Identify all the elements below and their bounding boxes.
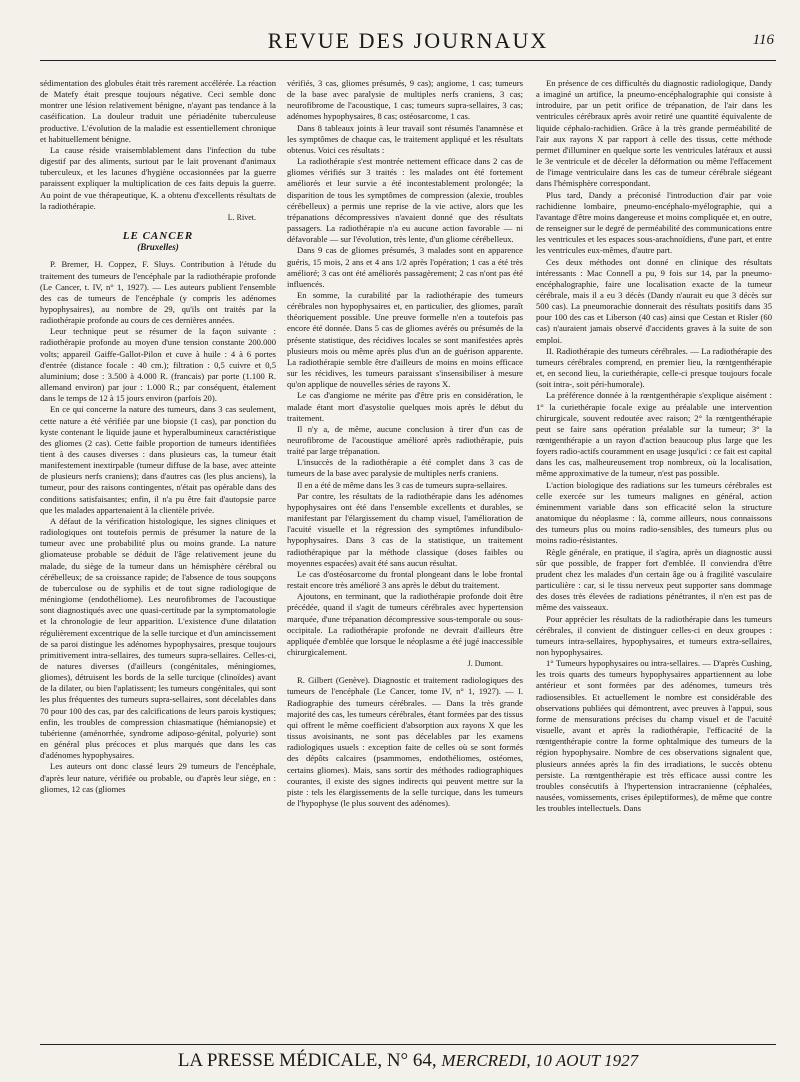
paragraph: II. Radiothérapie des tumeurs cérébrales. — La radiothérapie des tumeurs cérébrales comprend, en premier lieu, la rœntgenthérapie et, en second lieu, la curiethérapie, celle-ci presque toujours focale (soit intra-, soit péri-humorale). bbox=[536, 345, 772, 390]
section-title: LE CANCER bbox=[122, 230, 194, 243]
paragraph: R. Gilbert (Genève). Diagnostic et traitement radiologiques des tumeurs de l'encéphale (Le Cancer, tome IV, n° 1, 1927). — I. Radiographie des tumeurs cérébrales. — Dans la très grande majorité des cas, les tumeurs cérébrales, étant formées par des tissus qui offrent le même coefficient d'absorption aux rayons X que les tissus avoisinants, ne sont pas décelables par les examens radiologiques usuels : exception faite de celles où se sont formés des dépôts calcaires (psammomes, endothéliomes, ostéomes, certains gliomes). Mais, sans sortir des méthodes radiographiques courantes, il existe des signes indirects qui peuvent mettre sur la piste : tels les élargissements de la selle turcique, dans les tumeurs de l'hypophyse (le plus souvent des adénomes). bbox=[287, 675, 523, 808]
paragraph: Plus tard, Dandy a préconisé l'introduction d'air par voie rachidienne lombaire, pneumo-encéphalo-myélographie, qui a l'avantage d'être moins dangereuse et moins compliquée et, en outre, de renseigner sur le degré de perméabilité des communications entre les ventricules et les espaces sous-arachnoïdiens, d'une part, et entre les ventricules eux-mêmes, d'autre part. bbox=[536, 189, 772, 256]
header-rule bbox=[40, 60, 776, 61]
author-signature: L. Rivet. bbox=[227, 212, 256, 222]
paragraph: L'insuccès de la radiothérapie a été complet dans 3 cas de tumeurs de la base avec paralysie de multiples nerfs craniens. bbox=[287, 457, 523, 479]
paragraph: Les auteurs ont donc classé leurs 29 tumeurs de l'encéphale, d'après leur nature, vérifiée ou probable, ou d'après leur siège, en : gliomes, 12 cas (gliomes bbox=[40, 761, 276, 794]
column-right bbox=[536, 78, 772, 1048]
paragraph: Le cas d'angiome ne mérite pas d'être pris en considération, le malade étant mort d'asystolie quelques mois après le début du traitement. bbox=[287, 390, 523, 423]
paragraph: Dans 8 tableaux joints à leur travail sont résumés l'anamnèse et les symptômes de chaque cas, le traitement appliqué et les résultats obtenus. Voici ces résultats : bbox=[287, 122, 523, 155]
paragraph: A défaut de la vérification histologique, les signes cliniques et radiologiques ont toutefois permis de présumer la nature de la tumeur avec une probabilité plus ou moins grande. La nature gliomateuse probable se déduit de l'âge relativement jeune du malade, du siège de la tumeur dans un hémisphère cérébral ou cérébelleux; de sa croissance rapide; de l'absence de tous soupçons de tuberculose ou de syphilis et de tout signe radiologique de méningiome (endothéliome). Les neurofibromes de l'acoustique sont diagnostiqués avec une quasi-certitude par la symptomatologie et la chronologie de leur apparition. L'existence d'une dilatation régulièrement excentrique de la selle turcique et d'un amincissement de sa paroi distingue les adénomes hypophysaires, presque toujours primitivement intra-sellaires, des tumeurs supra-sellaires. Celles-ci, de natures diverses (d'ailleurs (congénitales, méningiomes, gliomes), détruisent les bords de la selle turcique (clinoïdes) avant de la dilater, ou bien l'aplatissent; les tumeurs congénitales, qui sont les plus fréquentes des tumeurs supra-sellaires, sont décelables dans 70 pour 100 des cas, par des calcifications de leurs parois kystiques; enfin, les troubles de compression chiasmatique (hémianopsie) et tubérienne (aménorrhée, syndrome adiposo-génital, polyurie) sont en général plus précoces et plus marqués que dans les cas d'adénomes hypophysaires. bbox=[40, 515, 276, 761]
paragraph: Ajoutons, en terminant, que la radiothérapie profonde doit être précédée, quand il s'agit de tumeurs cérébrales avec hypertension marquée, d'une trépanation décompressive sous-temporale ou sous-occipitale. La radiothérapie profonde ne devrait d'ailleurs être appliquée d'emblée que lorsque le néoplasme a été jugé inaccessible chirurgicalement. bbox=[287, 591, 523, 657]
footer-rule bbox=[40, 1044, 776, 1045]
author-signature: J. Dumont. bbox=[467, 659, 503, 669]
paragraph: La cause réside vraisemblablement dans l'infection du tube digestif par des aliments, surtout par le lait provenant d'animaux tuberculeux, et les lacunes d'hygiène occasionnées par la guerre paraissent expliquer la multiplication de ces faits depuis la guerre. Au point de vue thérapeutique, K. a obtenu d'excellents résultats de la radiothérapie. bbox=[40, 144, 276, 211]
paragraph: La radiothérapie s'est montrée nettement efficace dans 2 cas de gliomes vérifiés sur 3 traités : les malades ont été fortement améliorés et leur survie a été incontestablement prolongée; la disparition de tous les symptômes de compression (alexie, troubles cérébelleux) a permis une reprise de la vie active, alors que les trépanations décompressives n'avaient donné que des résultats passagers. La radiothérapie n'a eu aucune action favorable — ni défavorable — sur l'évolution, très lente, d'un gliome cérébelleux. bbox=[287, 156, 523, 245]
paragraph: Le cas d'ostéosarcome du frontal plongeant dans le lobe frontal restait encore très amélioré 3 ans après le début du traitement. bbox=[287, 568, 523, 591]
paragraph: Par contre, les résultats de la radiothérapie dans les adénomes hypophysaires ont été dans l'ensemble excellents et durables, se manifestant par l'élargissement du champ visuel, l'amélioration de l'acuité visuelle et la régression des symptômes infundibulo-hypophysaires. Dans 3 cas de la statistique, un traitement radiothérapique par la méthode classique (doses faibles ou moyennes espacées) avait été sans aucun résultat. bbox=[287, 490, 523, 568]
paragraph: En somme, la curabilité par la radiothérapie des tumeurs cérébrales non hypophysaires et, en particulier, des gliomes, paraît théoriquement possible. Une preuve formelle n'en a toutefois pas encore été donnée. Dans 5 cas de gliomes avérés ou présumés de la présente statistique, des récidives locales se sont manifestées après plusieurs mois ou même après plus d'un an de guérison apparente. La radiothérapie semble être d'ailleurs de moins en moins efficace sur les récidives, les tumeurs paraissant s'insensibiliser à mesure qu'on applique de nouvelles séries de rayons X. bbox=[287, 289, 523, 390]
paragraph: sédimentation des globules était très rarement accélérée. La réaction de Matefy était presque toujours négative. Ceci semble donc montrer une lésion relativement bénigne, n'ayant pas tendance à la caséification. La douleur traduit une périadénite tuberculeuse productive. L'évolution de la maladie est essentiellement chronique et habituellement bénigne. bbox=[40, 78, 276, 144]
paragraph: L'action biologique des radiations sur les tumeurs cérébrales est celle exercée sur les tumeurs malignes en général, action éminemment variable dans son efficacité selon la structure anatomique du néoplasme : là, comme ailleurs, nous connaissons des tumeurs plus ou moins radio-sensibles, des tumeurs plus ou moins radio-résistantes. bbox=[536, 479, 772, 546]
paragraph: Ces deux méthodes ont donné en clinique des résultats intéressants : Mac Connell a pu, 9 fois sur 14, par la pneumo-encéphalographie, faire une localisation exacte de la tumeur cérébrale, mais il a eu 3 décès (Dandy n'aurait eu que 3 décès sur 500 cas). La pneumorachie donnerait des résultats positifs dans 35 pour 100 des cas et Liberson (40 cas) ainsi que Cestan et Risler (60 cas) n'auraient jamais observé d'accidents graves à la suite de son emploi. bbox=[536, 256, 772, 345]
footer-journal: LA PRESSE MÉDICALE, N° 64, bbox=[177, 1050, 437, 1071]
paragraph: Leur technique peut se résumer de la façon suivante : radiothérapie profonde au moyen d'une tension constante 200.000 volts; appareil Gaiffe-Gallot-Pilon et cuve à huile : 4 à 6 portes d'entrée (distance focale : 40 cm.); filtration : 0,5 cuivre et 0,5 aluminium; dose : 3.500 à 4.000 R. (francais) par porte (1.100 R. allemand environ) par jour : 1.000 R.; par conséquent, étalement dans le temps de 12 à 15 jours environ (parfois 20). bbox=[40, 326, 276, 404]
paragraph: P. Bremer, H. Coppez, F. Sluys. Contribution à l'étude du traitement des tumeurs de l'encéphale par la radiothérapie profonde (Le Cancer, t. IV, n° 1, 1927). — Les auteurs publient l'ensemble des cas de tumeurs de l'encéphale (y compris les adénomes hypophysaires), au nombre de 29, qu'ils ont traités par la radiothérapie profonde au cours de ces dernières années. bbox=[40, 259, 276, 326]
paragraph: Il en a été de même dans les 3 cas de tumeurs supra-sellaires. bbox=[297, 479, 508, 490]
page-header bbox=[40, 26, 776, 56]
paragraph: vérifiés, 3 cas, gliomes présumés, 9 cas); angiome, 1 cas; tumeurs de la base avec paralysie de multiples nerfs craniens, 3 cas; neurofibrome de l'acoustique, 1 cas; tumeurs supra-sellaires, 3 cas; adénomes hypophysaires, 8 cas; ostéosarcome, 1 cas. bbox=[287, 78, 523, 122]
paragraph: Règle générale, en pratique, il s'agira, après un diagnostic aussi sûr que possible, de frapper fort d'emblée. Il conviendra d'être prudent chez les malades d'un certain âge ou à fragilité vasculaire particulière : car, si le tissu nerveux peut supporter sans dommage des doses très élevées de radiations pénétrantes, il n'en est pas de même des vaisseaux. bbox=[536, 546, 772, 613]
paragraph: En présence de ces difficultés du diagnostic radiologique, Dandy a imaginé un artifice, la pneumo-encéphalographie qui consiste à introduire, par un petit orifice de trépanation, de l'air dans les ventricules cérébraux après avoir retiré une quantité équivalente de liquide céphalo-rachidien. Grâce à la très grande perméabilité de l'air aux rayons X par rapport à celle des tissus, cette méthode permet d'illuminer en quelque sorte les ventricules latéraux et aussi le 3e ventricule et de déceler la déformation ou même l'effacement de l'image ventriculaire dans les cas de tumeur cérébrale siégeant dans l'hémisphère correspondant. bbox=[536, 78, 772, 189]
paragraph: La préférence donnée à la rœntgenthérapie s'explique aisément : 1° la curiethérapie focale exige au préalable une intervention chirurgicale, souvent redoutée avec raison; 2° la rœntgenthérapie peut se faire sans opération préalable sur la tumeur; 3° la rœntgenthérapie a un rayon d'action beaucoup plus large que les foyers radio-actifs couramment en usage jusqu'ici : ce fait est capital dans les cas, malheureusement trop nombreux, où la localisation, même approximative de la tumeur, n'est pas possible. bbox=[536, 390, 772, 479]
header-title: REVUE DES JOURNAUX bbox=[267, 28, 549, 53]
paragraph: En ce qui concerne la nature des tumeurs, dans 3 cas seulement, cette nature a été vérifiée par une biopsie (1 cas), par ponction du kyste contenant le liquide jaune et hyperalbumineux caractéristique des gliomes (2 cas). Cette faible proportion de tumeurs identifiées tient à des causes diverses : dans plusieurs cas, la tumeur était manifestement inextirpable (tumeur diffuse de la base, avec atteinte de plusieurs nerfs craniens); dans d'autres cas (les plus anciens), la tumeur, pour des raisons contingentes, n'était pas opérable dans des conditions satisfaisantes; enfin, il n'a pu être fait d'autopsie parce que les malades appartenaient à la clientèle privée. bbox=[40, 404, 276, 515]
paragraph: Dans 9 cas de gliomes présumés, 3 malades sont en apparence guéris, 15 mois, 2 ans et 4 ans 1/2 après l'opération; 1 cas a été très amélioré; 3 cas ont été améliorés passagèrement; 2 cas n'ont pas été influencés. bbox=[287, 245, 523, 289]
page-number: 116 bbox=[752, 32, 774, 48]
paragraph: 1° Tumeurs hypophysaires ou intra-sellaires. — D'après Cushing, les trois quarts des tumeurs hypophysaires appartiennent au lobe antérieur et sont formées par des adénomes, tumeurs très radiosensibles. Et actuellement le nombre est considérable des observations publiées qui démontrent, avec preuves à l'appui, sous forme de mensurations précises du champ visuel et de l'acuité visuelle, avant et après la radiothérapie, l'efficacité de la rœntgenthérapie contre la forme ophtalmique des tumeurs de la région hypophysaire. Nombre de ces observations signalent que, plusieurs années après la fin des irradiations, le succès obtenu persiste. La rœntgenthérapie est très efficace aussi contre les troubles consécutifs à l'hypertension intracranienne (céphalées, nausées, vomissements, crises épileptiformes), de même que contre les troubles intellectuels. Dans bbox=[536, 658, 772, 814]
column-left bbox=[40, 78, 276, 1048]
section-subtitle: (Bruxelles) bbox=[137, 242, 179, 253]
column-middle bbox=[287, 78, 523, 1048]
footer-date: MERCREDI, 10 AOUT 1927 bbox=[441, 1051, 639, 1070]
page-footer bbox=[40, 1050, 776, 1072]
paragraph: Pour apprécier les résultats de la radiothérapie dans les tumeurs cérébrales, il convient de distinguer celles-ci en deux groupes : tumeurs intra-sellaires, hypophysaires, et tumeurs extra-sellaires, non hypophysaires. bbox=[536, 613, 772, 657]
paragraph: Il n'y a, de même, aucune conclusion à tirer d'un cas de neurofibrome de l'acoustique amélioré après radiothérapie, puis traité par large trépanation. bbox=[287, 423, 523, 457]
